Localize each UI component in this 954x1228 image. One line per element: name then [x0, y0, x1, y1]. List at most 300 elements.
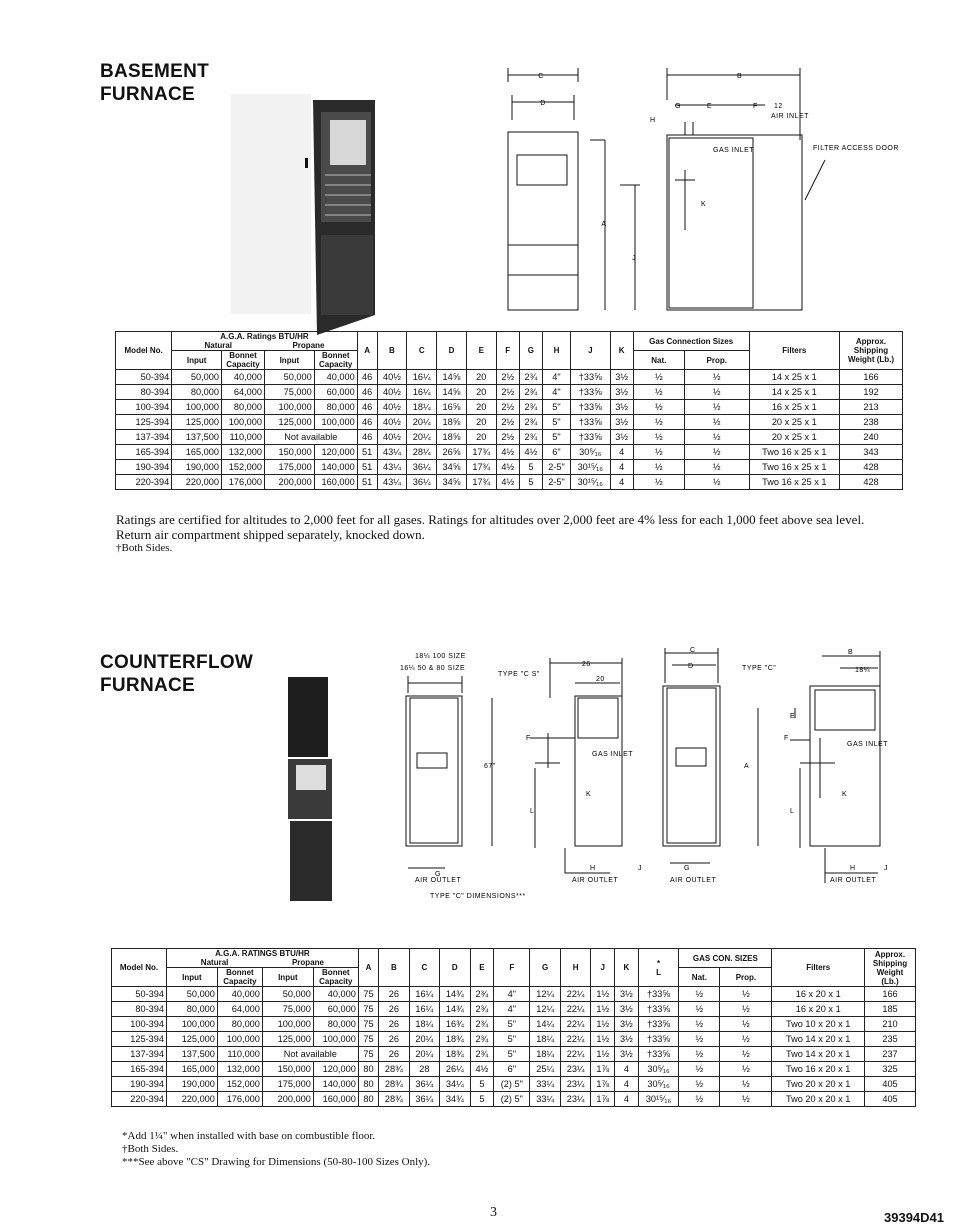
counterflow-furnace-photo — [280, 675, 340, 905]
table-cell: 30¹⁵⁄₁₆ — [570, 475, 610, 490]
table-cell: 16¾ — [440, 1017, 470, 1032]
page-number: 3 — [490, 1205, 497, 1220]
dim-12-label: 12 — [774, 103, 783, 110]
table-cell: 100-394 — [112, 1017, 167, 1032]
col-nat-bonnet: Bonnet Capacity — [221, 351, 264, 370]
table-cell: ½ — [633, 460, 684, 475]
table-cell: 235 — [865, 1032, 916, 1047]
table-cell: 137,500 — [172, 430, 222, 445]
table-cell: 46 — [357, 430, 377, 445]
table-cell: 4" — [542, 370, 570, 385]
table-cell: †33⅝ — [638, 1047, 679, 1062]
table-cell: 16¼ — [407, 385, 437, 400]
col-prop-input: Input — [262, 968, 313, 987]
table-cell: 200,000 — [264, 475, 314, 490]
table-cell: ½ — [633, 370, 684, 385]
table-cell: 137,500 — [167, 1047, 218, 1062]
col-j: J — [570, 332, 610, 370]
table-cell: 2¾ — [470, 1032, 494, 1047]
dim-j-label: J — [632, 255, 636, 262]
table-cell: 80 — [358, 1092, 378, 1107]
dim-e-label: E — [707, 103, 713, 110]
table-cell: 140,000 — [314, 460, 357, 475]
table-cell: 46 — [357, 385, 377, 400]
table-cell: 17¾ — [466, 460, 496, 475]
dim-c-label: C — [538, 73, 544, 80]
table-cell: 20¼ — [407, 430, 437, 445]
table-cell: 40,000 — [217, 987, 262, 1002]
dim-f-label: F — [753, 103, 758, 110]
col-gas-connection: Gas Connection Sizes — [633, 332, 749, 351]
table-cell: 2½ — [496, 370, 519, 385]
col-gas-nat: Nat. — [679, 968, 720, 987]
table-row — [112, 1032, 916, 1047]
dim-k-label: K — [586, 791, 592, 798]
table-cell: 33¼ — [530, 1077, 560, 1092]
table-cell: 2½ — [496, 415, 519, 430]
table-cell: †33⅝ — [570, 400, 610, 415]
table-row — [116, 370, 903, 385]
table-cell: 18¾ — [440, 1032, 470, 1047]
table-cell: 18¼ — [409, 1017, 439, 1032]
table-row — [116, 400, 903, 415]
table-cell: 20¼ — [409, 1047, 439, 1062]
table-cell: 213 — [840, 400, 903, 415]
table-cell: 80,000 — [313, 1017, 358, 1032]
table-cell: 20¼ — [407, 415, 437, 430]
table-row — [116, 460, 903, 475]
table-cell: 190,000 — [172, 460, 222, 475]
col-j: J — [591, 949, 615, 987]
table-cell: 43¼ — [377, 460, 407, 475]
table-cell: 1⅞ — [591, 1092, 615, 1107]
table-cell: 14¾ — [440, 987, 470, 1002]
table-cell: 20 — [466, 370, 496, 385]
table-cell: 4" — [542, 385, 570, 400]
table-cell: 5" — [494, 1047, 530, 1062]
table-cell: 28¼ — [407, 445, 437, 460]
table-cell: 18¾ — [440, 1047, 470, 1062]
table-cell: ½ — [720, 987, 772, 1002]
table-cell: ½ — [679, 1077, 720, 1092]
table-cell: 190,000 — [167, 1077, 218, 1092]
table-cell: 28¾ — [379, 1092, 409, 1107]
table-cell: 150,000 — [264, 445, 314, 460]
table-cell: ½ — [633, 475, 684, 490]
col-nat-input: Input — [172, 351, 222, 370]
col-gas-prop: Prop. — [684, 351, 749, 370]
table-cell: 190-394 — [112, 1077, 167, 1092]
table-cell: 175,000 — [262, 1077, 313, 1092]
table-cell: 1⅞ — [591, 1062, 615, 1077]
table-cell: 50-394 — [112, 987, 167, 1002]
table-cell: 175,000 — [264, 460, 314, 475]
table-cell: 51 — [357, 445, 377, 460]
table-cell: 2-5" — [542, 460, 570, 475]
table-cell: ½ — [679, 1017, 720, 1032]
air-outlet-label-2: AIR OUTLET — [830, 877, 877, 884]
table-cell: 5" — [494, 1032, 530, 1047]
table-cell: 210 — [865, 1017, 916, 1032]
table-cell: 51 — [357, 475, 377, 490]
table-cell: 30⁵⁄₁₆ — [638, 1062, 679, 1077]
table-cell: 5 — [470, 1077, 494, 1092]
table-row — [116, 445, 903, 460]
table-cell: 165-394 — [112, 1062, 167, 1077]
col-d: D — [437, 332, 467, 370]
table-cell: 75 — [358, 1002, 378, 1017]
table-cell: 325 — [865, 1062, 916, 1077]
table-cell: 20 — [466, 400, 496, 415]
table-cell: 14⅝ — [437, 385, 467, 400]
table-row — [116, 385, 903, 400]
table-cell: 125,000 — [262, 1032, 313, 1047]
col-b: B — [377, 332, 407, 370]
table-cell: ½ — [633, 415, 684, 430]
col-k: K — [610, 332, 633, 370]
table-cell: 140,000 — [313, 1077, 358, 1092]
table-cell: 125,000 — [167, 1032, 218, 1047]
return-air-note: Return air compartment shipped separately, knocked down. — [116, 527, 425, 542]
table-cell: ½ — [633, 385, 684, 400]
dim-b-label: B — [848, 649, 854, 656]
table-cell: 137-394 — [112, 1047, 167, 1062]
table-row — [116, 430, 903, 445]
table-row — [112, 1017, 916, 1032]
table-cell: 40½ — [377, 370, 407, 385]
col-e: E — [466, 332, 496, 370]
table-cell: 2½ — [496, 400, 519, 415]
table-cell: 43¼ — [377, 445, 407, 460]
table-cell: 3½ — [615, 1047, 639, 1062]
col-filters: Filters — [772, 949, 865, 987]
table-cell: 80-394 — [112, 1002, 167, 1017]
table-cell: 12¼ — [530, 987, 560, 1002]
table-cell: 18¼ — [530, 1047, 560, 1062]
table-cell: 16 x 20 x 1 — [772, 1002, 865, 1017]
table-cell: 152,000 — [221, 460, 264, 475]
table-cell: 428 — [840, 460, 903, 475]
counterflow-spec-table — [111, 948, 916, 1107]
table-cell: 20 — [466, 385, 496, 400]
table-cell: 100-394 — [116, 400, 172, 415]
table-cell: ½ — [679, 1092, 720, 1107]
dim-20-label: 20 — [596, 676, 605, 683]
table-cell: ½ — [684, 460, 749, 475]
table-cell: 2¾ — [519, 400, 542, 415]
table-cell: 18⅝ — [437, 430, 467, 445]
table-row — [112, 1002, 916, 1017]
table-cell: 26 — [379, 1032, 409, 1047]
table-cell: 190-394 — [116, 460, 172, 475]
table-cell: 18⅝ — [437, 415, 467, 430]
basement-front-diagram — [500, 60, 640, 320]
dim-k-label: K — [842, 791, 848, 798]
table-cell: 22¼ — [560, 1002, 590, 1017]
table-cell: Two 14 x 20 x 1 — [772, 1047, 865, 1062]
dim-a-label: A — [601, 221, 607, 228]
table-cell: 16⅝ — [437, 400, 467, 415]
table-cell: 120,000 — [314, 445, 357, 460]
table-row — [112, 1092, 916, 1107]
dim-l-label: L — [530, 808, 535, 815]
dim-18-label: 18¼ — [855, 667, 871, 674]
table-cell: 40,000 — [314, 370, 357, 385]
table-cell: 125-394 — [116, 415, 172, 430]
table-cell: 20 x 25 x 1 — [749, 415, 839, 430]
table-cell: 100,000 — [264, 400, 314, 415]
table-cell: 12¼ — [530, 1002, 560, 1017]
table-cell: 34¼ — [440, 1077, 470, 1092]
table-cell: Two 10 x 20 x 1 — [772, 1017, 865, 1032]
table-cell: 100,000 — [217, 1032, 262, 1047]
table-cell: 4 — [615, 1062, 639, 1077]
table-cell: 125,000 — [264, 415, 314, 430]
dim-f-label: F — [784, 735, 789, 742]
table-cell: 125-394 — [112, 1032, 167, 1047]
col-d: D — [440, 949, 470, 987]
table-row — [112, 1077, 916, 1092]
table-row — [116, 475, 903, 490]
table-cell: 100,000 — [262, 1017, 313, 1032]
type-c-label: TYPE "C" — [742, 665, 777, 672]
dim-l-label: L — [790, 808, 795, 815]
table-cell: ½ — [720, 1062, 772, 1077]
table-cell: 16¼ — [407, 370, 437, 385]
table-cell: 16 x 25 x 1 — [749, 400, 839, 415]
table-cell: ½ — [684, 400, 749, 415]
table-cell: 4 — [610, 460, 633, 475]
dim-j-label: J — [884, 865, 888, 872]
table-cell: 34⅝ — [437, 475, 467, 490]
dim-d-label: D — [688, 663, 694, 670]
table-cell: †33⅝ — [570, 415, 610, 430]
table-cell: Two 20 x 20 x 1 — [772, 1077, 865, 1092]
table-cell: 14¼ — [530, 1017, 560, 1032]
table-cell: 26⅝ — [437, 445, 467, 460]
table-cell: 2¾ — [470, 1002, 494, 1017]
table-cell: ½ — [633, 400, 684, 415]
table-cell: 40,000 — [313, 987, 358, 1002]
table-cell: 343 — [840, 445, 903, 460]
table-cell: 1½ — [591, 1032, 615, 1047]
table-cell: 5 — [470, 1092, 494, 1107]
table-cell: 3½ — [615, 1017, 639, 1032]
table-cell: 64,000 — [221, 385, 264, 400]
table-cell: 5" — [494, 1017, 530, 1032]
table-cell: ½ — [679, 987, 720, 1002]
col-f: F — [494, 949, 530, 987]
table-cell: 20 — [466, 430, 496, 445]
table-cell: 5 — [519, 475, 542, 490]
table-cell: 5 — [519, 460, 542, 475]
counterflow-type-c-diagram — [650, 648, 890, 893]
table-cell: 240 — [840, 430, 903, 445]
table-cell: 14 x 25 x 1 — [749, 385, 839, 400]
col-g: G — [530, 949, 560, 987]
table-cell: 20 x 25 x 1 — [749, 430, 839, 445]
table-cell: 14⅝ — [437, 370, 467, 385]
table-cell: 5" — [542, 415, 570, 430]
table-cell: 192 — [840, 385, 903, 400]
filter-access-door-label: FILTER ACCESS DOOR — [813, 145, 899, 152]
both-sides-note: †Both Sides. — [122, 1143, 179, 1155]
table-cell: Two 16 x 25 x 1 — [749, 460, 839, 475]
size-100-label: 18¼ 100 SIZE — [415, 653, 466, 660]
table-cell: 176,000 — [217, 1092, 262, 1107]
table-row — [112, 987, 916, 1002]
table-cell: 80,000 — [314, 400, 357, 415]
table-cell: 18¼ — [530, 1032, 560, 1047]
table-cell: 40½ — [377, 400, 407, 415]
table-cell: 5" — [542, 430, 570, 445]
table-cell: 23¼ — [560, 1077, 590, 1092]
table-cell: 4 — [610, 475, 633, 490]
col-nat-bonnet: Bonnet Capacity — [217, 968, 262, 987]
table-cell: 25¼ — [530, 1062, 560, 1077]
dim-c-label: C — [690, 647, 696, 654]
table-cell: 75 — [358, 987, 378, 1002]
col-gas-connection: GAS CON. SIZES — [679, 949, 772, 968]
table-cell: 110,000 — [217, 1047, 262, 1062]
col-gas-nat: Nat. — [633, 351, 684, 370]
table-cell: 4 — [615, 1092, 639, 1107]
table-cell: ½ — [633, 445, 684, 460]
table-cell: 3½ — [610, 430, 633, 445]
counterflow-title: COUNTERFLOW FURNACE — [100, 652, 254, 696]
table-cell: 2¾ — [519, 370, 542, 385]
col-gas-prop: Prop. — [720, 968, 772, 987]
table-cell: 110,000 — [221, 430, 264, 445]
basement-spec-table — [115, 331, 903, 490]
col-h: H — [542, 332, 570, 370]
table-cell: ½ — [679, 1047, 720, 1062]
dim-j-label: J — [638, 865, 642, 872]
table-cell: (2) 5" — [494, 1077, 530, 1092]
table-cell: 46 — [357, 400, 377, 415]
cs-drawing-note: ***See above "CS" Drawing for Dimensions (50-80-100 Sizes Only). — [122, 1156, 431, 1168]
table-cell: 4½ — [496, 475, 519, 490]
basement-notes — [116, 512, 916, 555]
table-cell: 30¹⁵⁄₁₆ — [570, 460, 610, 475]
col-filters: Filters — [749, 332, 839, 370]
table-cell: 75 — [358, 1017, 378, 1032]
table-cell: 22¼ — [560, 987, 590, 1002]
table-cell: 5" — [542, 400, 570, 415]
table-cell: 2½ — [496, 385, 519, 400]
col-l: * L — [638, 949, 679, 987]
table-cell: ½ — [684, 370, 749, 385]
table-cell: 60,000 — [313, 1002, 358, 1017]
table-cell: 17¾ — [466, 445, 496, 460]
table-cell: 34¾ — [440, 1092, 470, 1107]
col-prop-bonnet: Bonnet Capacity — [313, 968, 358, 987]
table-cell: 1⅞ — [591, 1077, 615, 1092]
table-cell: 30⁵⁄₁₆ — [570, 445, 610, 460]
table-cell: 3½ — [615, 1002, 639, 1017]
table-cell: 120,000 — [313, 1062, 358, 1077]
table-cell: 6" — [494, 1062, 530, 1077]
table-cell: 4" — [494, 987, 530, 1002]
table-cell: ½ — [679, 1002, 720, 1017]
dim-g-label: G — [435, 871, 441, 878]
air-outlet-label: AIR OUTLET — [670, 877, 717, 884]
table-cell: 1½ — [591, 1047, 615, 1062]
table-cell: 1½ — [591, 987, 615, 1002]
table-cell: 132,000 — [221, 445, 264, 460]
table-cell: 3½ — [615, 987, 639, 1002]
combustible-floor-note: *Add 1¼" when installed with base on combustible floor. — [122, 1130, 376, 1142]
col-weight: Approx. Shipping Weight (Lb.) — [865, 949, 916, 987]
table-cell: 200,000 — [262, 1092, 313, 1107]
table-cell: Two 16 x 25 x 1 — [749, 445, 839, 460]
table-cell: 30⁵⁄₁₆ — [638, 1077, 679, 1092]
table-cell: †33⅝ — [638, 1017, 679, 1032]
col-model: Model No. — [116, 332, 172, 370]
basement-side-diagram — [645, 60, 899, 320]
table-cell: ½ — [633, 430, 684, 445]
col-e: E — [470, 949, 494, 987]
table-cell: 64,000 — [217, 1002, 262, 1017]
table-cell: Two 16 x 20 x 1 — [772, 1062, 865, 1077]
basement-title: BASEMENT FURNACE — [100, 61, 210, 105]
table-cell: 2¾ — [470, 1047, 494, 1062]
table-cell: 160,000 — [314, 475, 357, 490]
table-cell: 4" — [494, 1002, 530, 1017]
table-cell: 22¼ — [560, 1017, 590, 1032]
table-row — [116, 415, 903, 430]
table-cell: 26¼ — [440, 1062, 470, 1077]
table-cell: 4½ — [496, 445, 519, 460]
table-cell: ½ — [684, 385, 749, 400]
table-cell: 50-394 — [116, 370, 172, 385]
table-cell: 405 — [865, 1092, 916, 1107]
table-cell: 16¼ — [409, 987, 439, 1002]
table-cell: ½ — [720, 1032, 772, 1047]
table-cell: †33⅝ — [638, 1032, 679, 1047]
table-cell: 176,000 — [221, 475, 264, 490]
col-b: B — [379, 949, 409, 987]
col-g: G — [519, 332, 542, 370]
table-cell: Two 20 x 20 x 1 — [772, 1092, 865, 1107]
col-k: K — [615, 949, 639, 987]
table-cell: 36¼ — [409, 1077, 439, 1092]
counterflow-notes — [122, 1130, 622, 1169]
table-cell: †33⅝ — [570, 370, 610, 385]
table-cell: 36¼ — [407, 475, 437, 490]
table-cell: 33¼ — [530, 1092, 560, 1107]
table-cell: 2¾ — [519, 430, 542, 445]
dim-b-label: B — [737, 73, 743, 80]
table-cell: 2¾ — [470, 1017, 494, 1032]
col-h: H — [560, 949, 590, 987]
table-cell: 26 — [379, 1017, 409, 1032]
col-nat-input: Input — [167, 968, 218, 987]
table-cell: 3½ — [610, 370, 633, 385]
gas-inlet-label: GAS INLET — [592, 751, 634, 758]
dim-g-label: G — [684, 865, 690, 872]
dim-f-label: F — [526, 735, 531, 742]
table-cell: 28¾ — [379, 1077, 409, 1092]
table-cell: 28 — [409, 1062, 439, 1077]
table-cell: †33⅝ — [570, 385, 610, 400]
table-cell: 220-394 — [112, 1092, 167, 1107]
table-cell: ½ — [684, 475, 749, 490]
gas-inlet-label: GAS INLET — [847, 741, 889, 748]
table-cell: 20¼ — [409, 1032, 439, 1047]
table-cell: ½ — [720, 1077, 772, 1092]
table-cell: 75 — [358, 1032, 378, 1047]
